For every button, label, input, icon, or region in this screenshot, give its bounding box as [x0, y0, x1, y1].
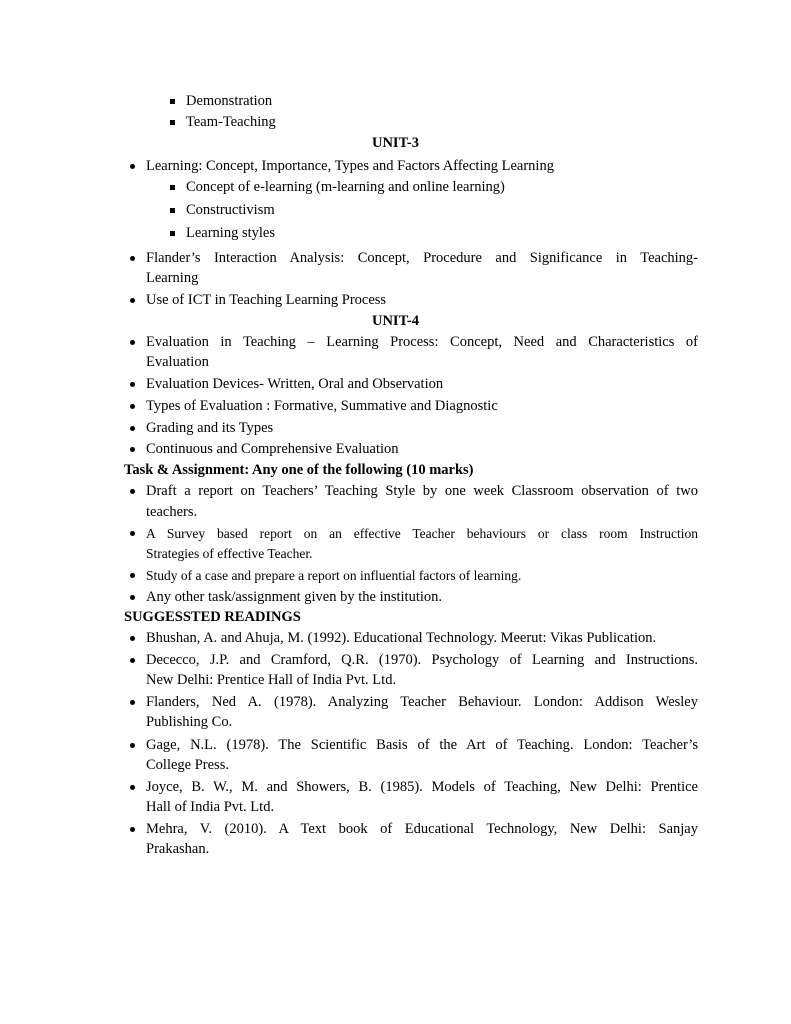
list-item: Any other task/assignment given by the institution. [146, 589, 443, 605]
unit-3-heading: UNIT-3 [371, 135, 419, 151]
list-item: Study of a case and prepare a report on influential factors of learning. [146, 568, 522, 583]
list-item-continuation: teachers. [146, 504, 198, 520]
round-bullet-icon [130, 658, 135, 663]
round-bullet-icon [130, 340, 135, 345]
list-item: Grading and its Types [146, 420, 274, 436]
square-bullet-icon [170, 231, 175, 236]
square-bullet-icon [170, 99, 175, 104]
reading-item-continuation: Prakashan. [146, 841, 210, 857]
list-item: Team-Teaching [186, 114, 276, 130]
reading-item: Flanders, Ned A. (1978). Analyzing Teacher Behaviour. London: Addison Wesley [146, 694, 698, 710]
round-bullet-icon [130, 827, 135, 832]
reading-item: Dececco, J.P. and Cramford, Q.R. (1970). Psychology of Learning and Instructions. [146, 652, 698, 668]
list-item: Continuous and Comprehensive Evaluation [146, 441, 399, 457]
round-bullet-icon [130, 256, 135, 261]
round-bullet-icon [130, 573, 135, 578]
list-item: Evaluation in Teaching – Learning Process: Concept, Need and Characteristics of [146, 334, 698, 350]
list-item: Flander’s Interaction Analysis: Concept, Procedure and Significance in Teaching- [146, 250, 698, 266]
list-item-continuation: Evaluation [146, 354, 209, 370]
reading-item-continuation: Publishing Co. [146, 714, 233, 730]
list-item-continuation: Learning [146, 270, 199, 286]
round-bullet-icon [130, 700, 135, 705]
list-item: A Survey based report on an effective Teacher behaviours or class room Instruction [146, 526, 698, 541]
list-item: Evaluation Devices- Written, Oral and Observation [146, 376, 444, 392]
square-bullet-icon [170, 185, 175, 190]
round-bullet-icon [130, 447, 135, 452]
round-bullet-icon [130, 785, 135, 790]
reading-item-continuation: New Delhi: Prentice Hall of India Pvt. Ltd. [146, 672, 397, 688]
list-item: Learning styles [186, 225, 275, 241]
round-bullet-icon [130, 426, 135, 431]
round-bullet-icon [130, 382, 135, 387]
list-item: Demonstration [186, 93, 273, 109]
list-item: Constructivism [186, 202, 275, 218]
list-item: Concept of e-learning (m-learning and online learning) [186, 179, 505, 195]
round-bullet-icon [130, 743, 135, 748]
reading-item-continuation: College Press. [146, 757, 229, 773]
round-bullet-icon [130, 636, 135, 641]
reading-item: Mehra, V. (2010). A Text book of Educational Technology, New Delhi: Sanjay [146, 821, 698, 837]
list-item-continuation: Strategies of effective Teacher. [146, 546, 313, 561]
list-item: Learning: Concept, Importance, Types and Factors Affecting Learning [146, 158, 554, 174]
reading-item: Joyce, B. W., M. and Showers, B. (1985). Models of Teaching, New Delhi: Prentice [146, 779, 698, 795]
round-bullet-icon [130, 595, 135, 600]
unit-4-heading: UNIT-4 [371, 313, 419, 329]
reading-item: Bhushan, A. and Ahuja, M. (1992). Educational Technology. Meerut: Vikas Publication. [146, 630, 657, 646]
round-bullet-icon [130, 298, 135, 303]
list-item: Use of ICT in Teaching Learning Process [146, 292, 387, 308]
reading-item-continuation: Hall of India Pvt. Ltd. [146, 799, 275, 815]
list-item: Types of Evaluation : Formative, Summative and Diagnostic [146, 398, 498, 414]
round-bullet-icon [130, 164, 135, 169]
square-bullet-icon [170, 208, 175, 213]
square-bullet-icon [170, 120, 175, 125]
list-item: Draft a report on Teachers’ Teaching Style by one week Classroom observation of two [146, 483, 698, 499]
round-bullet-icon [130, 404, 135, 409]
round-bullet-icon [130, 531, 135, 536]
task-assignment-heading: Task & Assignment: Any one of the following (10 marks) [124, 462, 474, 478]
round-bullet-icon [130, 489, 135, 494]
reading-item: Gage, N.L. (1978). The Scientific Basis of the Art of Teaching. London: Teacher’s [146, 737, 698, 753]
suggested-readings-heading: SUGGESSTED READINGS [124, 609, 301, 625]
